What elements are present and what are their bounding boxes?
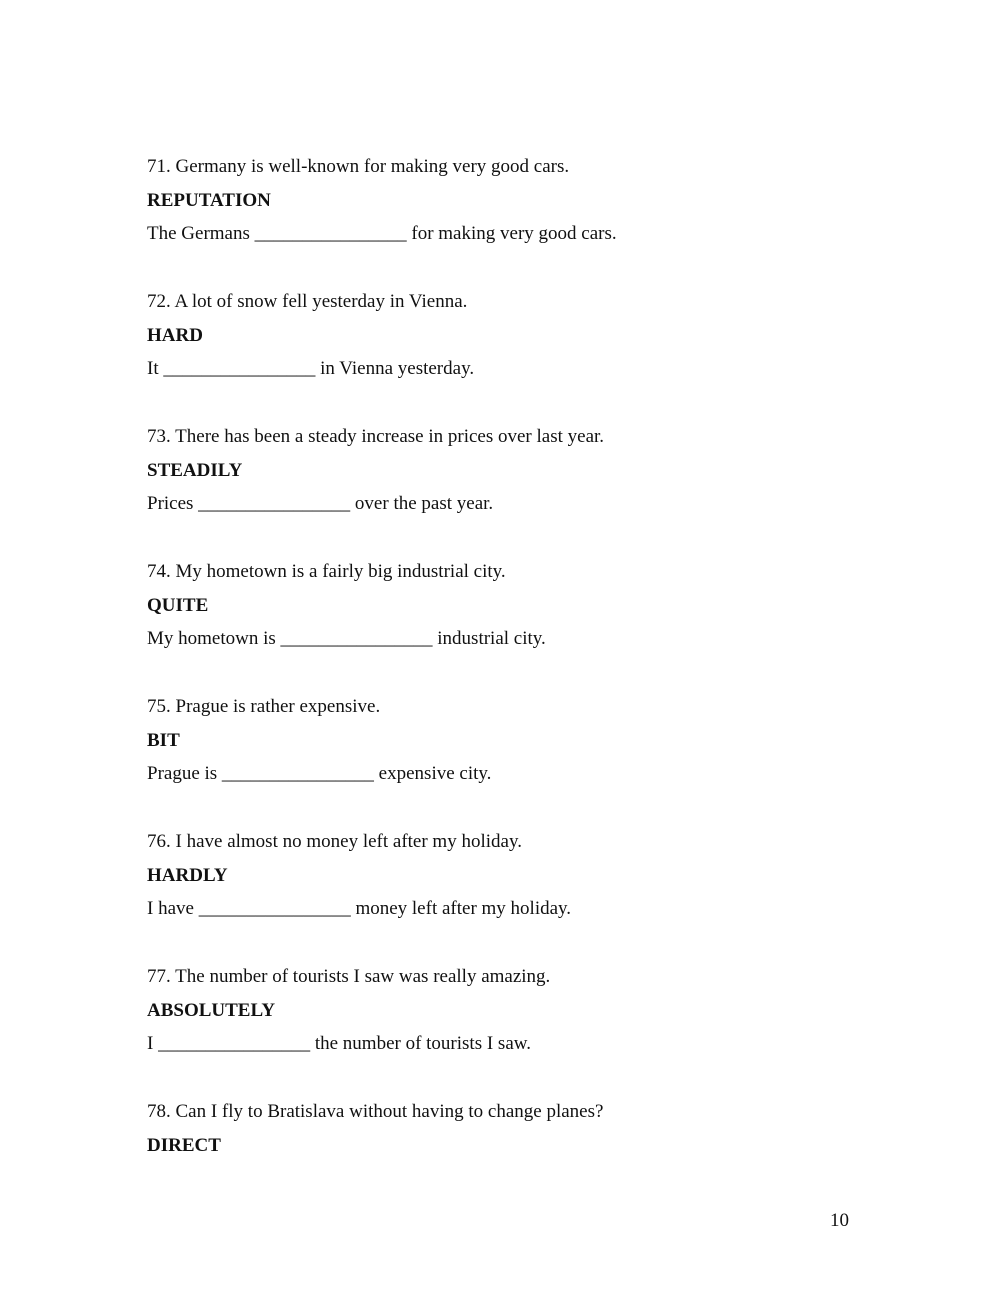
keyword: HARD <box>147 324 203 346</box>
rewrite-prompt: I have ________________ money left after my holiday. <box>147 898 572 919</box>
keyword: QUITE <box>147 594 209 616</box>
rewrite-prompt: My hometown is ________________ industrial city. <box>147 628 546 649</box>
exercise-list <box>147 150 867 1230</box>
keyword: ABSOLUTELY <box>147 999 276 1021</box>
keyword: STEADILY <box>147 459 243 481</box>
keyword: DIRECT <box>147 1134 221 1156</box>
original-sentence: 77. The number of tourists I saw was really amazing. <box>147 966 551 987</box>
keyword: HARDLY <box>147 864 228 886</box>
exercise-item-77 <box>147 960 867 1095</box>
original-sentence: 73. There has been a steady increase in prices over last year. <box>147 426 605 447</box>
rewrite-prompt: Prices ________________ over the past year. <box>147 493 494 514</box>
keyword: BIT <box>147 729 180 751</box>
exercise-item-74 <box>147 555 867 690</box>
original-sentence: 75. Prague is rather expensive. <box>147 696 381 717</box>
rewrite-prompt: Prague is ________________ expensive city. <box>147 763 492 784</box>
original-sentence: 72. A lot of snow fell yesterday in Vienna. <box>147 291 468 312</box>
page-number: 10 <box>830 1210 849 1231</box>
exercise-item-78 <box>147 1095 867 1230</box>
keyword: REPUTATION <box>147 189 271 211</box>
rewrite-prompt: The Germans ________________ for making very good cars. <box>147 223 617 244</box>
exercise-item-75 <box>147 690 867 825</box>
original-sentence: 71. Germany is well-known for making very good cars. <box>147 156 570 177</box>
original-sentence: 78. Can I fly to Bratislava without having to change planes? <box>147 1101 604 1122</box>
original-sentence: 76. I have almost no money left after my holiday. <box>147 831 522 852</box>
exercise-item-73 <box>147 420 867 555</box>
exercise-item-76 <box>147 825 867 960</box>
rewrite-prompt: I ________________ the number of tourists I saw. <box>147 1033 531 1054</box>
exercise-item-72 <box>147 285 867 420</box>
original-sentence: 74. My hometown is a fairly big industrial city. <box>147 561 506 582</box>
exercise-item-71 <box>147 150 867 285</box>
rewrite-prompt: It ________________ in Vienna yesterday. <box>147 358 475 379</box>
